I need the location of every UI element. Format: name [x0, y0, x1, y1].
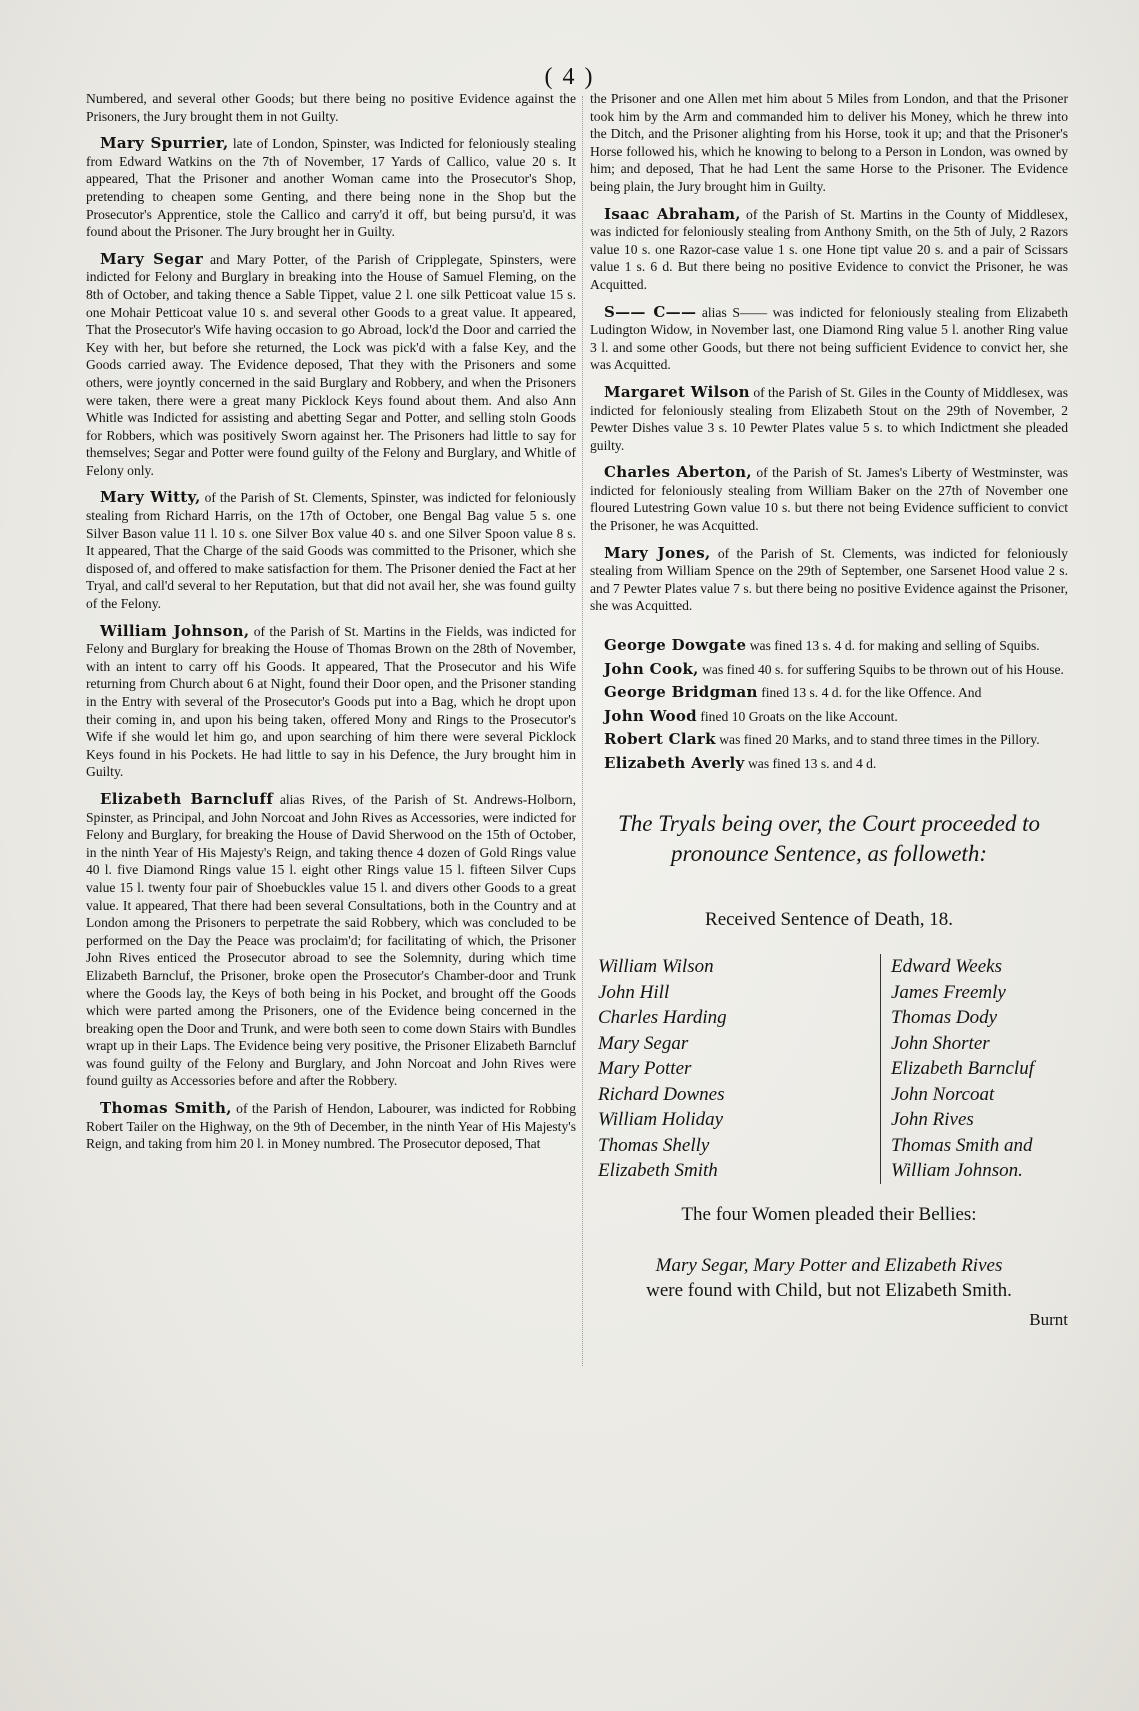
fine-entry: Robert Clark was fined 20 Marks, and to stand three times in the Pillory. — [604, 730, 1040, 749]
sentence-heading: Received Sentence of Death, 18. — [705, 908, 953, 930]
condemned-name: William Wilson — [598, 956, 714, 978]
women-heading: The four Women pleaded their Bellies: — [681, 1203, 977, 1225]
trial-entry: Mary Spurrier, late of London, Spinster, was Indicted for feloniously stealing from Edward Watkins on the 7th of November, 17 Yards of Callico, value 20 s. It appeared, That the Prisoner and another Woman came into the Prosecutor's Shop, pretending to cheapen some Genting, and there being none in the Shop but the Prosecutor's Apprentice, stole the Callico and carry'd it off, but being pursu'd, it was found about the Prisoner. The Jury brought her in Guilty. — [86, 134, 576, 240]
trial-entry: Charles Aberton, of the Parish of St. James's Liberty of Westminster, was indicted for feloniously stealing from William Baker on the 27th of November one floured Lutestring Gown value 10 s. but there not being Evidence sufficient to convict the Prisoner, he was Acquitted. — [590, 463, 1068, 534]
condemned-name: William Holiday — [598, 1109, 724, 1131]
condemned-name: Mary Segar — [598, 1032, 689, 1054]
condemned-name: John Norcoat — [890, 1083, 995, 1105]
condemned-name: Thomas Dody — [890, 1007, 998, 1029]
trial-entry: Mary Witty, of the Parish of St. Clements, Spinster, was indicted for feloniously stealing from Richard Harris, on the 17th of October, one Bengal Bag value 5 s. one Silver Bason value 11 l. 10 s. one Silver Box value 40 s. and one Silver Spoon value 8 s. It appeared, That the Charge of the said Goods was committed to the Prisoner, which she disposed of, and offered to make satisfaction for them. The Prisoner denied the Fact at her Tryal, and call'd several to her Reputation, but that did not avail her, she was found guilty of the Felony. — [86, 488, 576, 612]
fines-section — [590, 637, 1068, 773]
women-line: were found with Child, but not Elizabeth Smith. — [646, 1280, 1012, 1302]
fine-entry: Elizabeth Averly was fined 13 s. and 4 d. — [604, 754, 877, 772]
condemned-name: James Freemly — [890, 981, 1006, 1003]
condemned-name: John Rives — [890, 1109, 974, 1131]
catchword: Burnt — [1029, 1310, 1068, 1330]
condemned-list-right — [880, 954, 1068, 1184]
condemned-name: Elizabeth Smith — [598, 1160, 718, 1182]
trial-entry: Margaret Wilson of the Parish of St. Giles in the County of Middlesex, was indicted for feloniously stealing from Elizabeth Stout on the 29th of November, 2 Pewter Dishes value 3 s. 10 Pewter Plates value 5 s. to which Indictment she pleaded guilty. — [590, 382, 1068, 453]
page-number: ( 4 ) — [544, 64, 595, 90]
trial-entry: William Johnson, of the Parish of St. Martins in the Fields, was indicted for Felony and Burglary for breaking the House of Thomas Brown on the 28th of November, with an intent to carry off his Goods. It appeared, That the Prosecutor and his Wife returning from Church about 6 at Night, found their Door open, and the Prisoner standing in the Entry with several of the Prosecutor's Goods put into a Bag, which he dropt upon their coming in, and upon his being taken, offered Mony and Rings to the Prosecutor's Wife if she would let him go, and upon searching of him there were several Picklock Keys found in his Pockets. He had little to say in his Defence, the Jury brought him in Guilty. — [86, 621, 576, 780]
condemned-name: John Shorter — [890, 1032, 990, 1054]
condemned-name: Charles Harding — [598, 1007, 727, 1029]
column-divider — [582, 96, 583, 1366]
trial-entry: S—— C—— alias S—— was indicted for feloniously stealing from Elizabeth Ludington Widow, in November last, one Diamond Ring value 5 l. another Ring value 3 l. and some other Goods, but there not being sufficient Evidence to convict her, she was Acquitted. — [590, 302, 1069, 373]
court-heading: The Tryals being over, the Court proceeded to pronounce Sentence, as followeth: — [617, 810, 1041, 866]
condemned-list — [590, 954, 1068, 1184]
trial-entry: Thomas Smith, of the Parish of Hendon, Labourer, was indicted for Robbing Robert Tailer on the Highway, on the 9th of December, in the ninth Year of His Majesty's Reign, and taking from him 20 l. in Money numbred. The Prosecutor deposed, That — [86, 1099, 576, 1152]
women-line: Mary Segar, Mary Potter and Elizabeth Rives — [655, 1255, 1003, 1277]
left-column — [86, 90, 576, 1163]
condemned-list-left — [590, 954, 727, 1184]
condemned-name: Elizabeth Barncluf — [890, 1058, 1034, 1080]
condemned-name: Thomas Smith and — [890, 1134, 1033, 1156]
condemned-name: Richard Downes — [598, 1083, 725, 1105]
condemned-name: Mary Potter — [598, 1058, 692, 1080]
condemned-name: John Hill — [598, 981, 670, 1003]
trial-entry: the Prisoner and one Allen met him about 5 Miles from London, and that the Prisoner took him by the Arm and commanded him to deliver his Money, which he threw into the Ditch, and the Prisoner alighting from his Horse, took it up; and that the Prisoner's Horse followed his, which he knowing to belong to a Person in London, was owned by him; and deposed, That he had Lent the same Horse to the Prisoner. The Evidence being plain, the Jury brought him in Guilty. — [590, 91, 1068, 194]
trial-entry: Numbered, and several other Goods; but there being no positive Evidence against the Prisoners, the Jury brought them in not Guilty. — [86, 91, 576, 124]
trial-entry: Elizabeth Barncluff alias Rives, of the Parish of St. Andrews-Holborn, Spinster, as Principal, and John Norcoat and John Rives as Accessories, were indicted for Felony and Burglary, for breaking the House of David Sherwood on the 15th of October, in the ninth Year of His Majesty's Reign, and taking thence 4 dozen of Gold Rings value 40 l. five Diamond Rings value 15 l. eight other Rings value 15 l. fifteen Silver Cups value 15 l. twenty four pair of Shoebuckles value 15 l. and divers other Goods to a great value. It appeared, That there had been several Consultations, both in the Country and at London among the Prisoners to perpetrate the said Robbery, which was concluded to be performed on the Day the Peace was proclaim'd; for facilitating of which, the Prisoner John Rives enticed the Prosecutor abroad to see the Solemnity, during which time Elizabeth Barncluf, the Prisoner, broke open the Prosecutor's Chamber-door and Trunk where the Goods lay, the Keys of both being in his Pocket, and brought off the Goods which were parted among the Prisoners, one of the Evidence being concerned in the breaking open the Door and Trunk, and were both seen to come down Stairs with Bundles wrapt up in their Laps. The Evidence being very positive, the Prisoner Elizabeth Barncluf was found guilty of the Felony and Burglary, and John Norcoat and John Rives were found guilty as Accessories before and after the Robbery. — [86, 789, 576, 1089]
fine-entry: John Wood fined 10 Groats on the like Account. — [604, 706, 898, 725]
fine-entry: George Bridgman fined 13 s. 4 d. for the like Offence. And — [604, 683, 982, 702]
condemned-name: Thomas Shelly — [598, 1134, 710, 1156]
trial-entry: Mary Segar and Mary Potter, of the Parish of Cripplegate, Spinsters, were indicted for Felony and Burglary in breaking into the House of Samuel Fleming, on the 8th of October, and taking thence a Sable Tippet, value 2 l. one silk Petticoat value 15 s. one Mohair Petticoat value 10 s. and several other Goods to a great value. It appeared, That the Prosecutor's Wife having occasion to go Abroad, lock'd the Door and carried the Key with her, but before she returned, the Lock was pick'd with a false Key, and the Goods carried away. The Evidence deposed, That they with the Prisoners and some others, were joyntly concerned in the said Burglary and Robbery, and when the Prisoners were taken, there were a great many Picklock Keys found about them. And also Ann Whitle was Indicted for assisting and abetting Segar and Potter, and selling stoln Goods for Robbers, which was positively Sworn against her. The Prisoners had little to say for themselves; Segar and Potter were found guilty of the Felony and Burglary, and Whitle of Felony only. — [86, 249, 576, 478]
trial-entry: Isaac Abraham, of the Parish of St. Martins in the County of Middlesex, was indicted for feloniously stealing from Anthony Smith, on the 5th of July, 2 Razors value 10 s. one Razor-case value 1 s. one Hone tipt value 20 s. and a pair of Scissars value 1 s. 6 d. But there being no positive Evidence to convict the Prisoner, he was Acquitted. — [590, 204, 1068, 292]
condemned-name: Edward Weeks — [890, 956, 1002, 978]
fine-entry: John Cook, was fined 40 s. for suffering Squibs to be thrown out of his House. — [604, 659, 1064, 678]
condemned-name: William Johnson. — [890, 1160, 1023, 1182]
right-column — [590, 90, 1068, 1329]
trial-entry: Mary Jones, of the Parish of St. Clements, was indicted for feloniously stealing from William Spence on the 29th of September, one Sarsenet Hood value 2 s. and 7 Pewter Plates value 7 s. but there being no positive Evidence against the Prisoner, she was Acquitted. — [590, 543, 1068, 614]
fine-entry: George Dowgate was fined 13 s. 4 d. for making and selling of Squibs. — [604, 636, 1040, 655]
